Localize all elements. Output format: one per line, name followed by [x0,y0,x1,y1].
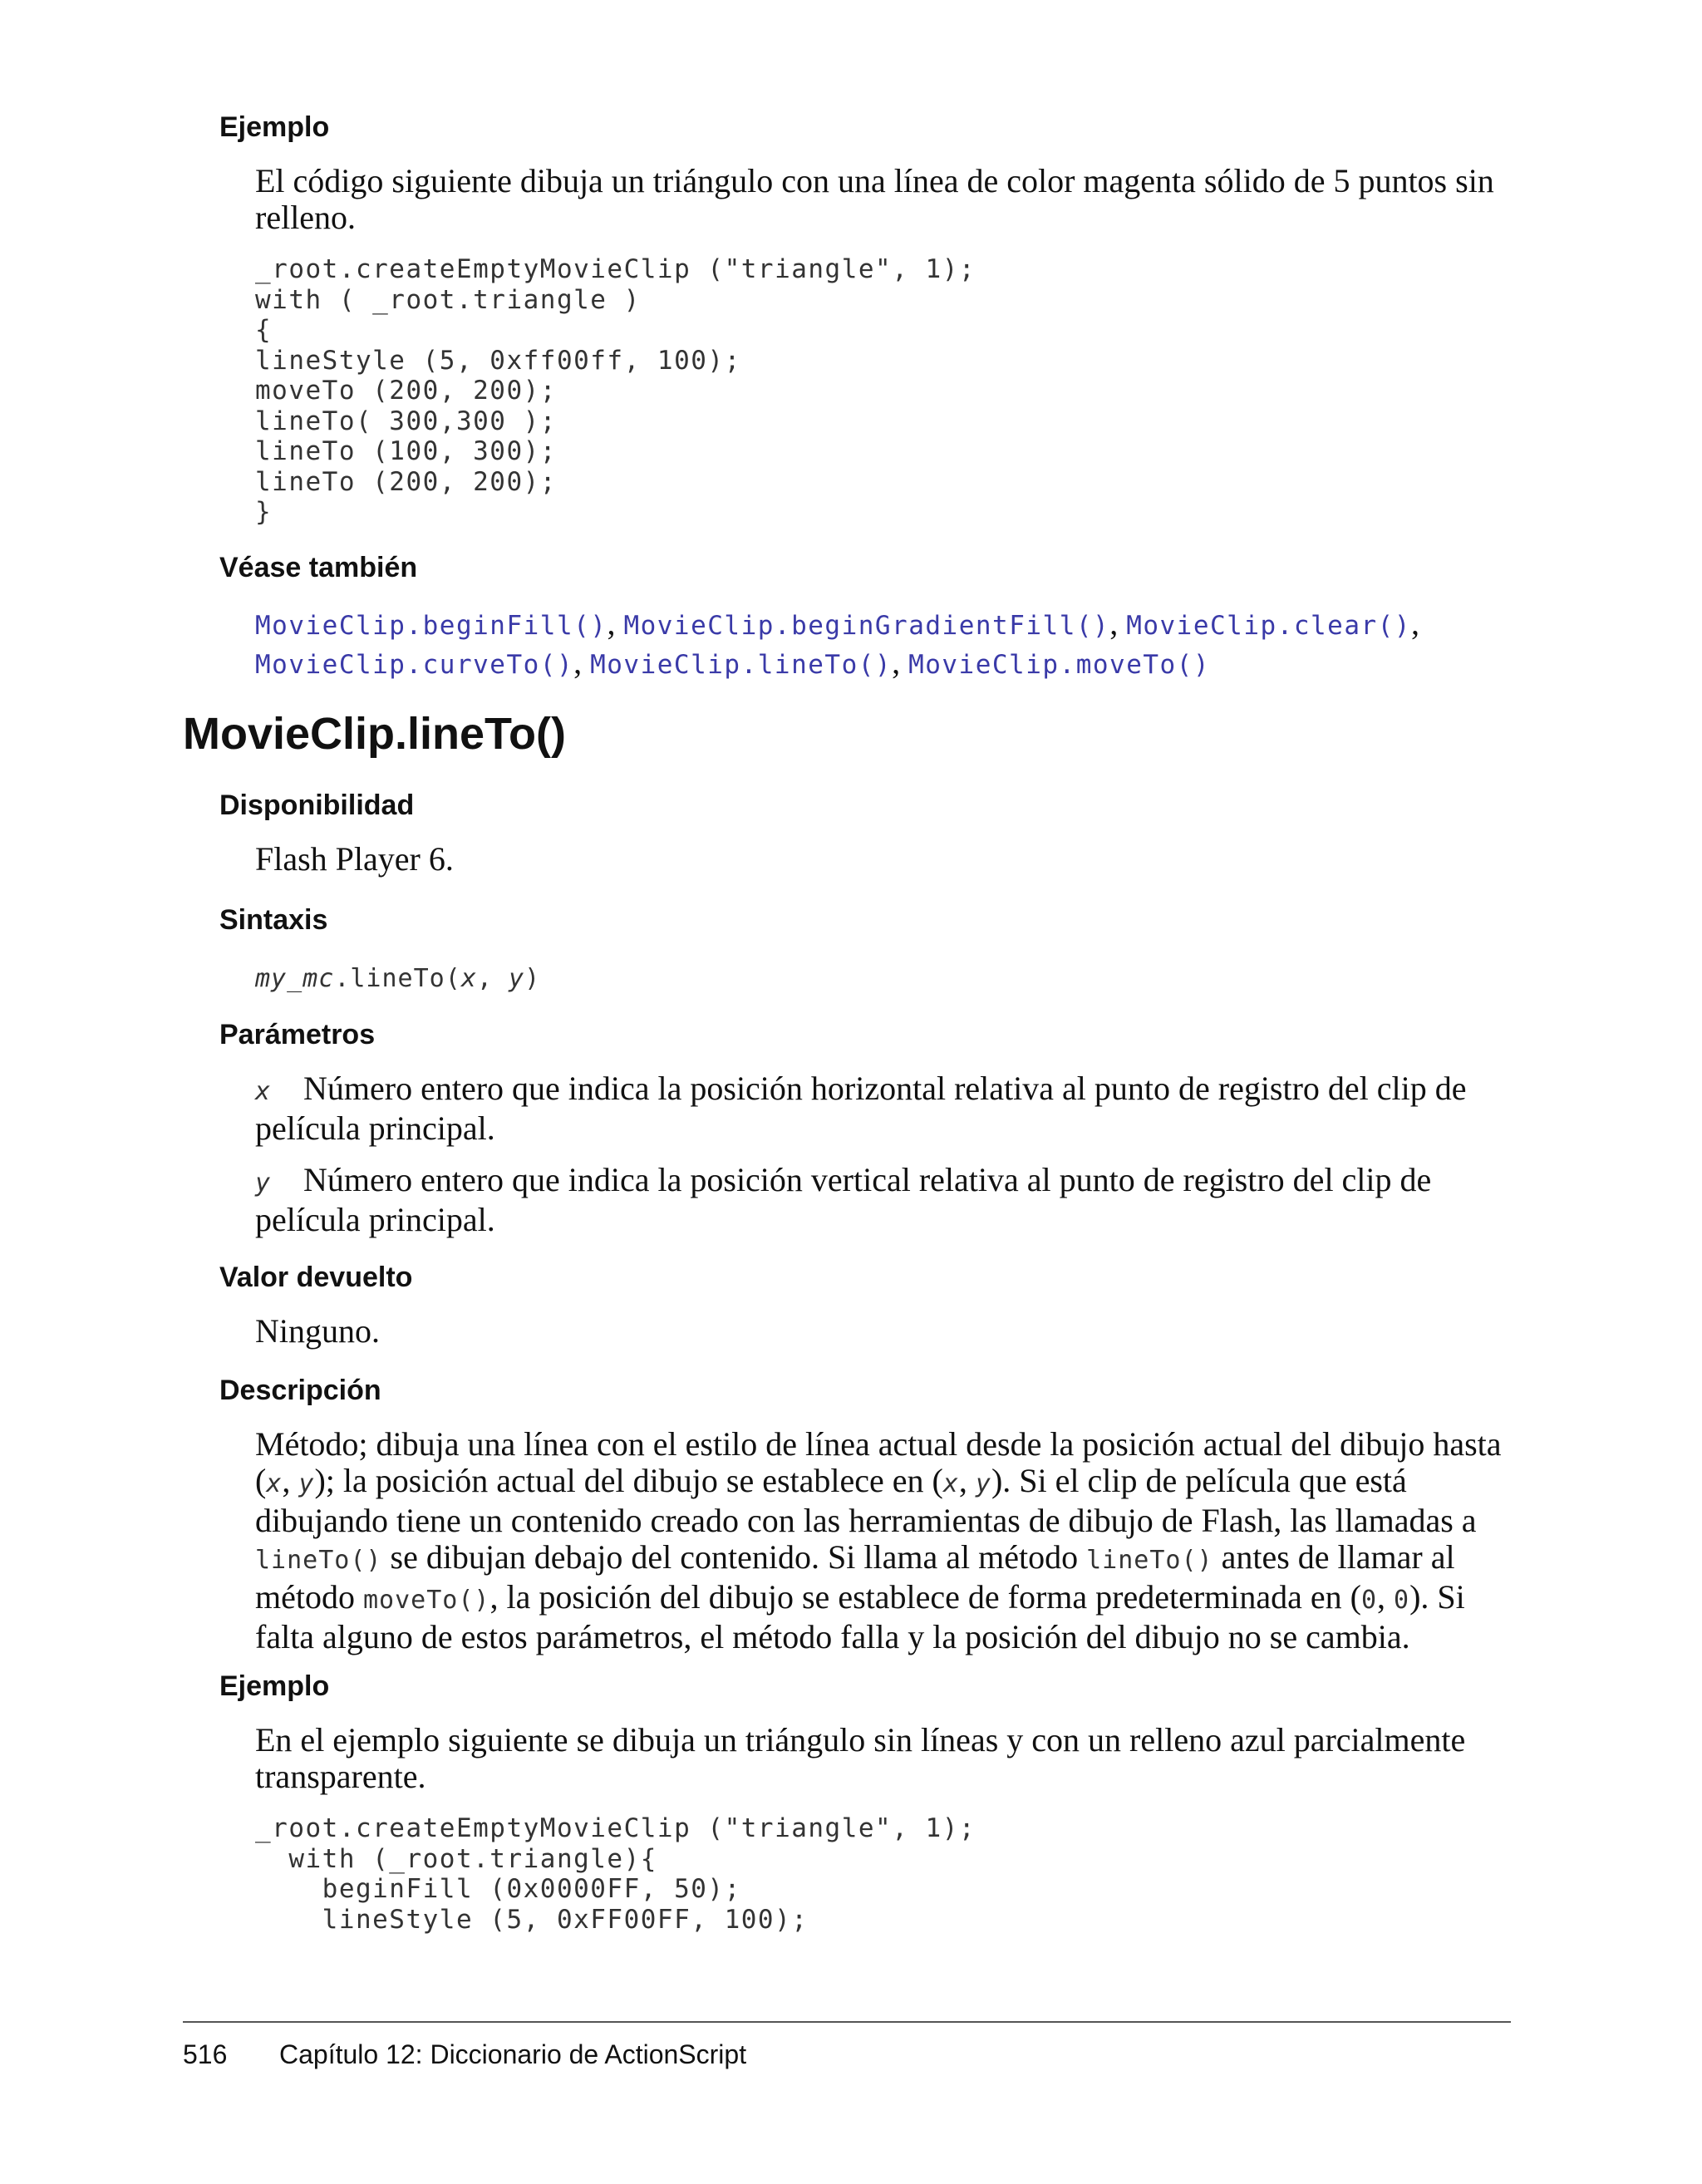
example-text: En el ejemplo siguiente se dibuja un triángulo sin líneas y con un relleno azul parcialmente transparente. [255,1721,1466,1795]
description-fragment: , [282,1462,299,1499]
link-beginfill[interactable]: MovieClip.beginFill() [255,611,608,641]
parameter-y-desc: Número entero que indica la posición vertical relativa al punto de registro del clip de película principal. [255,1161,1432,1238]
description-fragment: ). Si el clip de película que está dibujando tiene un contenido creado con las herramientas de dibujo de Flash, las llamadas a [255,1462,1477,1539]
syntax-y: y [509,964,525,993]
see-also-heading: Véase también [219,552,418,583]
description-code-y: y [975,1469,991,1498]
description-fragment: , la posición del dibujo se establece de forma predeterminada en ( [489,1578,1361,1616]
link-begingradientfill[interactable]: MovieClip.beginGradientFill() [623,611,1110,641]
parameter-x-name: x [255,1077,271,1106]
description-fragment: Método; dibuja una línea con el estilo de línea actual desde la posición actual del dibujo hasta ( [255,1425,1502,1499]
syntax-x: x [460,964,477,993]
description-fragment: se dibujan debajo del contenido. Si llama al método [381,1538,1087,1576]
example-heading: Ejemplo [219,1670,330,1702]
description-code-x: x [266,1469,283,1498]
description-code-zero: 0 [1394,1586,1410,1615]
parameters-heading: Parámetros [219,1019,376,1050]
link-curveto[interactable]: MovieClip.curveTo() [255,650,574,680]
parameter-y-name: y [255,1168,271,1198]
description-code-lineto: lineTo() [1086,1546,1213,1575]
footer-rule [183,2021,1511,2023]
link-lineto[interactable]: MovieClip.lineTo() [590,650,893,680]
example-code: _root.createEmptyMovieClip ("triangle", 1); with ( _root.triangle ) { lineStyle (5, 0xff00ff, 100); moveTo (200, 200); lineTo( 300,300 ); lineTo (100, 300); lineTo (200, 200); } [255,254,976,527]
link-clear[interactable]: MovieClip.clear() [1126,611,1411,641]
availability-heading: Disponibilidad [219,789,415,821]
description-fragment: ). Si falta alguno de estos parámetros, el método falla y la posición del dibujo no se cambia. [255,1578,1465,1655]
description-text [255,1426,1518,1655]
chapter-title: Capítulo 12: Diccionario de ActionScript [279,2039,747,2069]
description-code-moveto: moveTo() [362,1586,490,1615]
example-code: _root.createEmptyMovieClip ("triangle", 1); with (_root.triangle){ beginFill (0x0000FF, 50); lineStyle (5, 0xFF00FF, 100); [255,1813,976,1935]
returns-heading: Valor devuelto [219,1262,413,1293]
syntax-heading: Sintaxis [219,904,328,936]
syntax-method: .lineTo( [334,964,461,993]
parameter-x-desc: Número entero que indica la posición horizontal relativa al punto de registro del clip de película principal. [255,1070,1467,1147]
link-moveto[interactable]: MovieClip.moveTo() [908,650,1211,680]
description-fragment: ); la posición actual del dibujo se establece en ( [314,1462,943,1499]
section-title: MovieClip.lineTo() [183,709,566,759]
page-number: 516 [183,2039,228,2069]
description-fragment: , [958,1462,976,1499]
parameter-y [255,1162,1518,1238]
syntax-close: ) [524,964,541,993]
returns-text: Ninguno. [255,1312,380,1350]
description-code-zero: 0 [1360,1586,1378,1615]
description-code-lineto: lineTo() [255,1546,382,1575]
syntax-line [255,957,1518,997]
description-fragment: antes de llamar al método [255,1538,1455,1616]
description-code-x: x [942,1469,959,1498]
description-heading: Descripción [219,1375,381,1406]
parameter-x [255,1070,1518,1147]
example-heading: Ejemplo [219,111,330,143]
syntax-comma: , [476,964,509,993]
syntax-object: my_mc [255,964,335,993]
description-fragment: , [1377,1578,1395,1616]
availability-text: Flash Player 6. [255,840,454,878]
see-also-links: MovieClip.beginFill(), MovieClip.beginGradientFill(), MovieClip.clear(), MovieClip.curveTo(), MovieClip.lineTo(), MovieClip.moveTo() [255,604,1419,681]
description-code-y: y [298,1469,315,1498]
example-text: El código siguiente dibuja un triángulo con una línea de color magenta sólido de 5 puntos sin relleno. [255,162,1494,236]
